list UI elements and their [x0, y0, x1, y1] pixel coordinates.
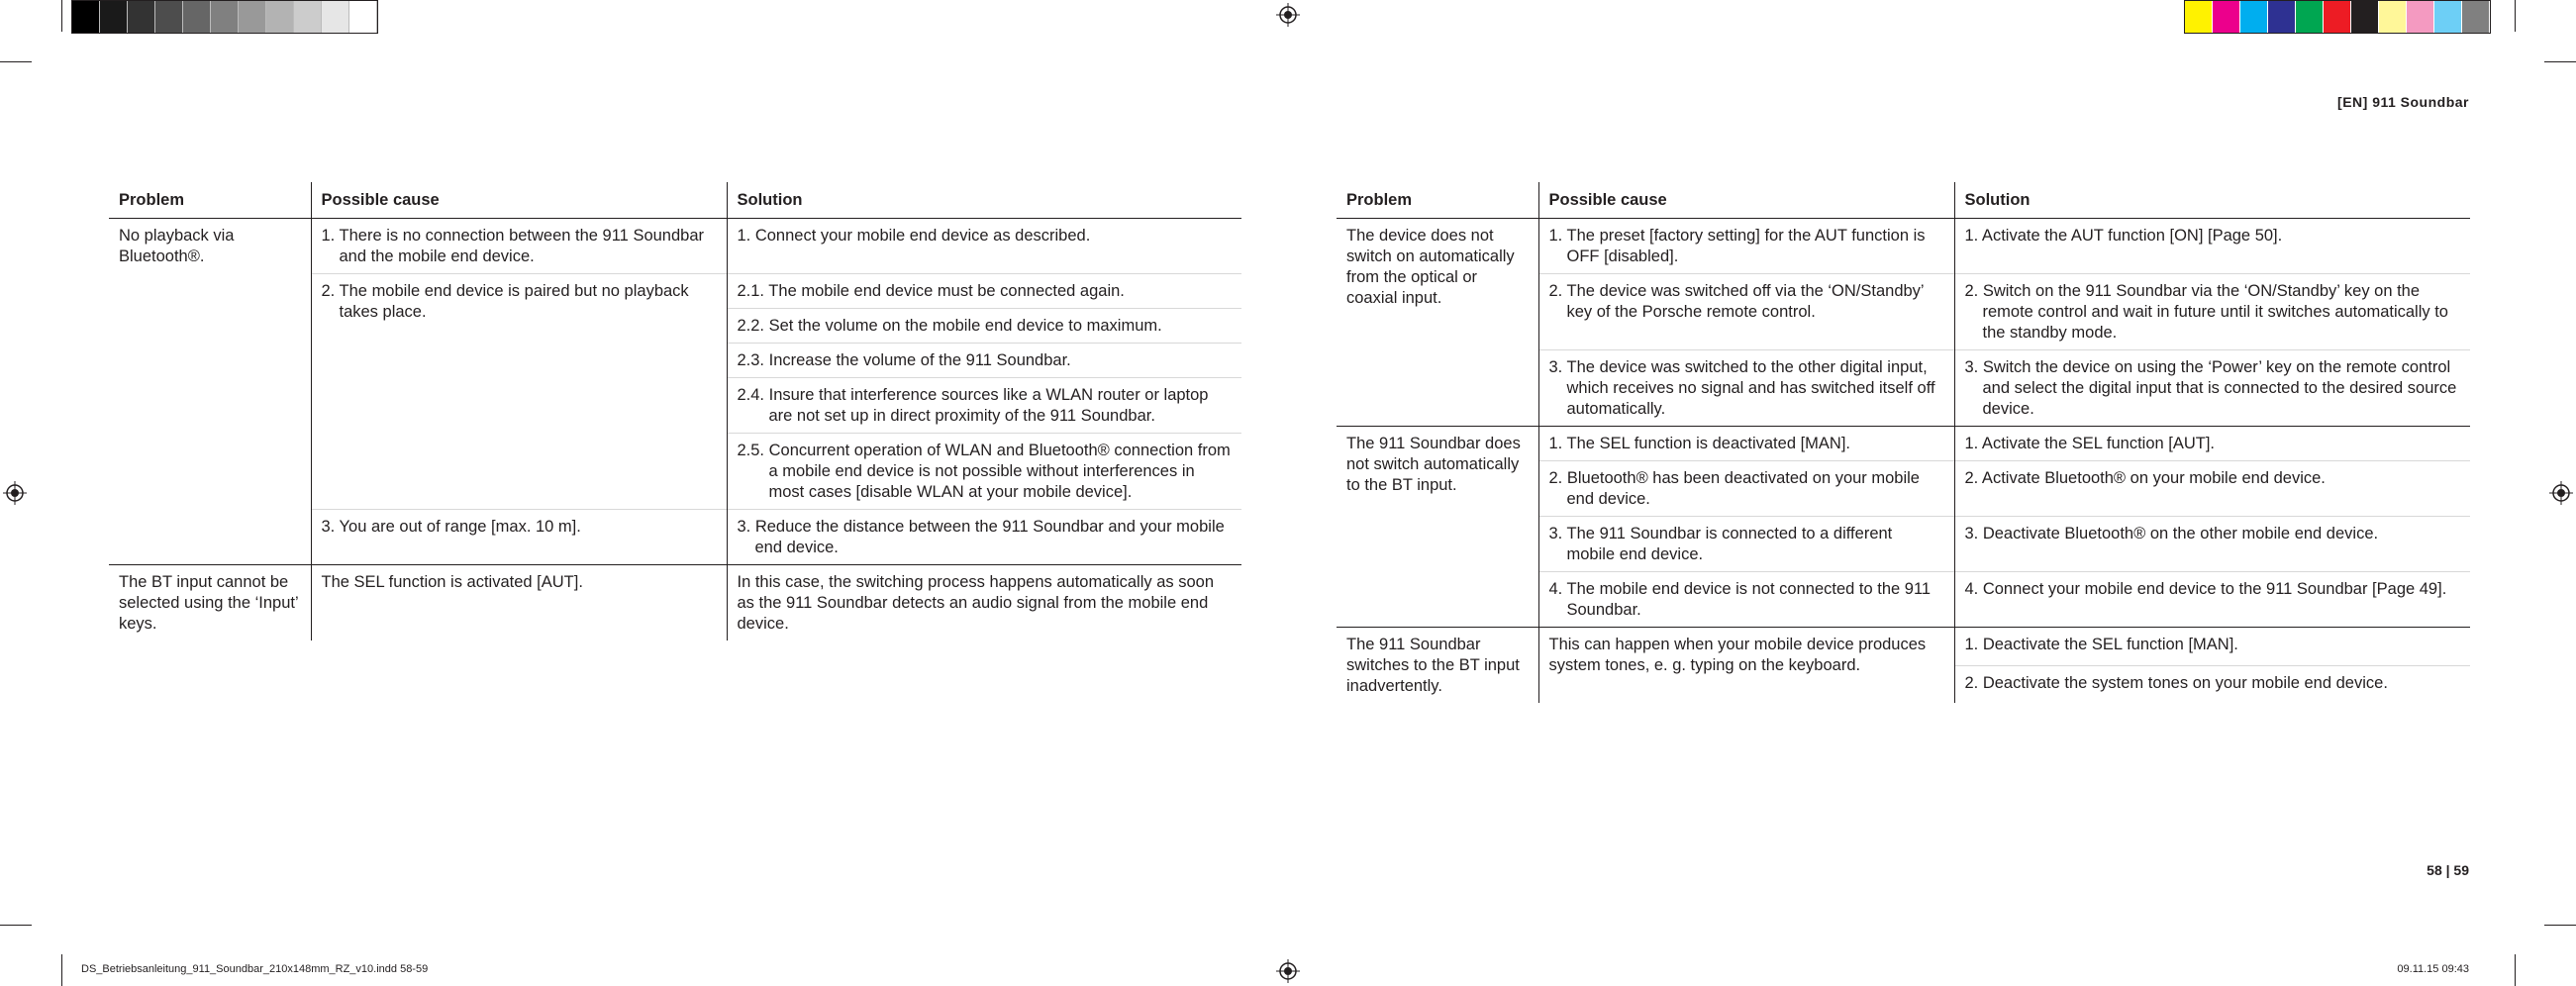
gray-swatch [100, 1, 128, 33]
cause-cell [1538, 427, 1954, 461]
solution-cell [727, 434, 1241, 510]
solution-text: 2.1. The mobile end device must be connected again. [737, 282, 1125, 300]
solution-text: 2. Switch on the 911 Soundbar via the ‘ON/Standby’ key on the remote control and wait in future until it switches automatically to the standby mode. [1964, 282, 2448, 342]
cause-text: 3. You are out of range [max. 10 m]. [321, 518, 581, 536]
gray-swatch [294, 1, 322, 33]
cause-text: 1. The SEL function is deactivated [MAN]. [1548, 435, 1850, 452]
table-row [109, 219, 1241, 274]
solution-cell [1954, 517, 2470, 572]
table-row [1337, 427, 2470, 461]
cause-cell [311, 274, 727, 510]
slug-filename: DS_Betriebsanleitung_911_Soundbar_210x148mm_RZ_v10.indd 58-59 [81, 963, 429, 975]
cause-text: 3. The 911 Soundbar is connected to a different mobile end device. [1548, 525, 1893, 563]
gray-swatch [183, 1, 211, 33]
registration-mark-icon [3, 481, 27, 505]
solution-cell [727, 344, 1241, 378]
crop-mark [0, 61, 32, 62]
solution-cell [727, 510, 1241, 565]
gray-swatch [128, 1, 155, 33]
solution-text: 1. Connect your mobile end device as described. [737, 227, 1091, 245]
running-head: [EN] 911 Soundbar [2337, 94, 2469, 110]
solution-text: 4. Connect your mobile end device to the 911 Soundbar [Page 49]. [1964, 580, 2447, 598]
gray-swatch [322, 1, 349, 33]
registration-mark-icon [1276, 959, 1300, 983]
problem-cell: No playback via Bluetooth®. [109, 219, 311, 565]
solution-text: 2.5. Concurrent operation of WLAN and Bluetooth® connection from a mobile end device is not possible without interferences in most cases [disable WLAN at your mobile device]. [737, 442, 1231, 501]
solution-cell [727, 274, 1241, 309]
solution-cell [727, 219, 1241, 274]
solution-cell [1954, 461, 2470, 517]
solution-cell [1954, 274, 2470, 350]
solution-text: 2.4. Insure that interference sources like a WLAN router or laptop are not set up in direct proximity of the 911 Soundbar. [737, 386, 1209, 425]
cause-cell [1538, 219, 1954, 274]
solution-text: 1. Activate the SEL function [AUT]. [1964, 435, 2216, 452]
color-swatch [2268, 1, 2296, 33]
solution-text: 2. Activate Bluetooth® on your mobile end device. [1964, 469, 2326, 487]
troubleshooting-table-left [109, 182, 1241, 641]
cause-text: 3. The device was switched to the other digital input, which receives no signal and has switched itself off automatically. [1548, 358, 1935, 418]
crop-mark [0, 925, 32, 926]
slug-date: 09.11.15 09:43 [2397, 963, 2469, 975]
solution-text: 2.2. Set the volume on the mobile end device to maximum. [737, 317, 1162, 335]
solution-cell: 1. Deactivate the SEL function [MAN]. [1954, 628, 2470, 666]
grayscale-color-bar [71, 0, 378, 34]
column-header-cause: Possible cause [311, 182, 727, 219]
solution-text: 3. Reduce the distance between the 911 Soundbar and your mobile end device. [737, 518, 1225, 556]
cause-cell: The SEL function is activated [AUT]. [311, 565, 727, 641]
color-swatch [2213, 1, 2240, 33]
column-header-problem: Problem [1337, 182, 1538, 219]
cause-text: 4. The mobile end device is not connected to the 911 Soundbar. [1548, 580, 1932, 619]
solution-cell [727, 378, 1241, 434]
color-swatch [2462, 1, 2490, 33]
solution-cell: 2. Deactivate the system tones on your mobile end device. [1954, 665, 2470, 703]
table-row [1337, 628, 2470, 666]
solution-cell [1954, 350, 2470, 427]
color-swatch [2324, 1, 2351, 33]
color-swatch [2407, 1, 2434, 33]
table-header-row [1337, 182, 2470, 219]
column-header-solution: Solution [727, 182, 1241, 219]
table-row [109, 565, 1241, 641]
solution-text: 2.3. Increase the volume of the 911 Soundbar. [737, 351, 1071, 369]
color-swatch [2351, 1, 2379, 33]
cause-cell [1538, 461, 1954, 517]
troubleshooting-table-right [1337, 182, 2470, 703]
gray-swatch [155, 1, 183, 33]
gray-swatch [211, 1, 239, 33]
registration-mark-icon [2549, 481, 2573, 505]
gray-swatch [349, 1, 377, 33]
table-row [1337, 219, 2470, 274]
color-swatch [2379, 1, 2407, 33]
gray-swatch [266, 1, 294, 33]
table-header-row [109, 182, 1241, 219]
crop-mark [2544, 61, 2576, 62]
cause-cell [1538, 517, 1954, 572]
solution-cell: In this case, the switching process happens automatically as soon as the 911 Soundbar detects an audio signal from the mobile end device. [727, 565, 1241, 641]
problem-cell: The BT input cannot be selected using the ‘Input’ keys. [109, 565, 311, 641]
cause-cell [1538, 350, 1954, 427]
color-swatch [2240, 1, 2268, 33]
solution-cell [1954, 219, 2470, 274]
cause-text: 2. The mobile end device is paired but no playback takes place. [321, 282, 689, 321]
problem-cell: The 911 Soundbar switches to the BT input inadvertently. [1337, 628, 1538, 704]
color-swatch [2296, 1, 2324, 33]
color-swatch [2185, 1, 2213, 33]
crop-mark [2544, 925, 2576, 926]
process-color-bar [2184, 0, 2491, 34]
color-swatch [2434, 1, 2462, 33]
solution-text: 1. Activate the AUT function [ON] [Page 50]. [1964, 227, 2283, 245]
cause-cell [1538, 572, 1954, 628]
column-header-problem: Problem [109, 182, 311, 219]
solution-text: 3. Deactivate Bluetooth® on the other mobile end device. [1964, 525, 2379, 542]
crop-mark [61, 0, 62, 32]
gray-swatch [72, 1, 100, 33]
problem-cell: The device does not switch on automatically from the optical or coaxial input. [1337, 219, 1538, 427]
cause-text: 2. Bluetooth® has been deactivated on your mobile end device. [1548, 469, 1920, 508]
crop-mark [2515, 0, 2516, 32]
problem-cell: The 911 Soundbar does not switch automatically to the BT input. [1337, 427, 1538, 628]
cause-text: 2. The device was switched off via the ‘ON/Standby’ key of the Porsche remote control. [1548, 282, 1924, 321]
cause-text: 1. There is no connection between the 911 Soundbar and the mobile end device. [321, 227, 705, 265]
column-header-solution: Solution [1954, 182, 2470, 219]
solution-cell [1954, 572, 2470, 628]
crop-mark [61, 954, 62, 986]
cause-text: 1. The preset [factory setting] for the AUT function is OFF [disabled]. [1548, 227, 1926, 265]
solution-cell [1954, 427, 2470, 461]
column-header-cause: Possible cause [1538, 182, 1954, 219]
gray-swatch [239, 1, 266, 33]
solution-cell [727, 309, 1241, 344]
page-numbers: 58 | 59 [2427, 862, 2469, 878]
cause-cell [1538, 274, 1954, 350]
cause-cell [311, 510, 727, 565]
registration-mark-icon [1276, 3, 1300, 27]
crop-mark [2515, 954, 2516, 986]
cause-cell: This can happen when your mobile device produces system tones, e. g. typing on the keyboard. [1538, 628, 1954, 704]
cause-cell [311, 219, 727, 274]
solution-text: 3. Switch the device on using the ‘Power’ key on the remote control and select the digital input that is connected to the desired source device. [1964, 358, 2457, 418]
